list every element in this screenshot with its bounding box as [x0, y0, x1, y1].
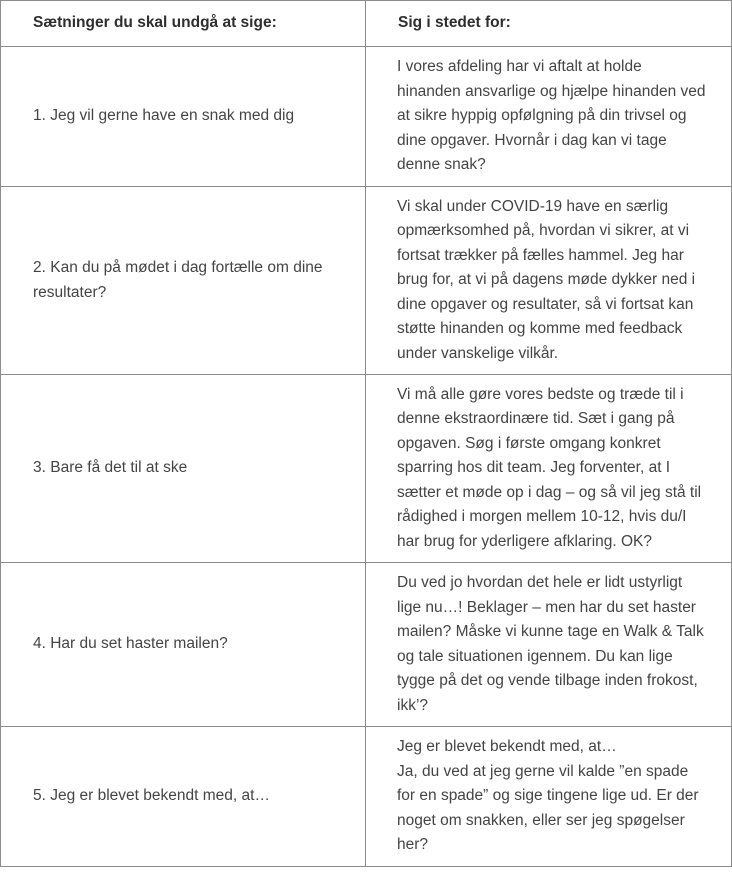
- instead-phrase-line-1: Jeg er blevet bekendt med, at…: [397, 738, 617, 756]
- table-row: [1, 187, 732, 375]
- instead-phrase-cell: Du ved jo hvordan det hele er lidt ustyrligt lige nu…! Beklager – men har du set haster mailen? Måske vi kunne tage en Walk & Talk og tale situationen igennem. Du kan lige tygge på det og vende tilbage inden frokost, ikk’?: [366, 563, 732, 727]
- avoid-phrase-cell: 3. Bare få det til at ske: [1, 375, 366, 563]
- instead-phrase-cell: Vi skal under COVID-19 have en særlig opmærksomhed på, hvordan vi sikrer, at vi fortsat trækker på fælles hammel. Jeg har brug for, at vi på dagens møde dykker ned i dine opgaver og resultater, så vi fortsat kan støtte hinanden og komme med feedback under vanskelige vilkår.: [366, 187, 732, 375]
- avoid-phrase-cell: 2. Kan du på mødet i dag fortælle om dine resultater?: [1, 187, 366, 375]
- instead-phrase-cell: [366, 727, 732, 867]
- table-row: [1, 375, 732, 563]
- avoid-phrase-cell: 5. Jeg er blevet bekendt med, at…: [1, 727, 366, 867]
- instead-phrase-cell: I vores afdeling har vi aftalt at holde hinanden ansvarlige og hjælpe hinanden ved at sikre hyppig opfølgning på din trivsel og dine opgaver. Hvornår i dag kan vi tage denne snak?: [366, 47, 732, 187]
- header-avoid: Sætninger du skal undgå at sige:: [1, 1, 366, 47]
- table-row: [1, 727, 732, 867]
- table-header-row: [1, 1, 732, 47]
- instead-phrase-line-2: Ja, du ved at jeg gerne vil kalde ”en spade for en spade” og sige tingene lige ud. Er der noget om snakken, eller ser jeg spøgelser her?: [397, 762, 699, 854]
- avoid-phrase-cell: 4. Har du set haster mailen?: [1, 563, 366, 727]
- table-row: [1, 47, 732, 187]
- instead-phrase-cell: Vi må alle gøre vores bedste og træde til i denne ekstraordinære tid. Sæt i gang på opgaven. Søg i første omgang konkret sparring hos dit team. Jeg forventer, at I sætter et møde op i dag – og så vil jeg stå til rådighed i morgen mellem 10-12, hvis du/I har brug for yderligere afklaring. OK?: [366, 375, 732, 563]
- header-instead: Sig i stedet for:: [366, 1, 732, 47]
- avoid-phrase-cell: 1. Jeg vil gerne have en snak med dig: [1, 47, 366, 187]
- table-row: [1, 563, 732, 727]
